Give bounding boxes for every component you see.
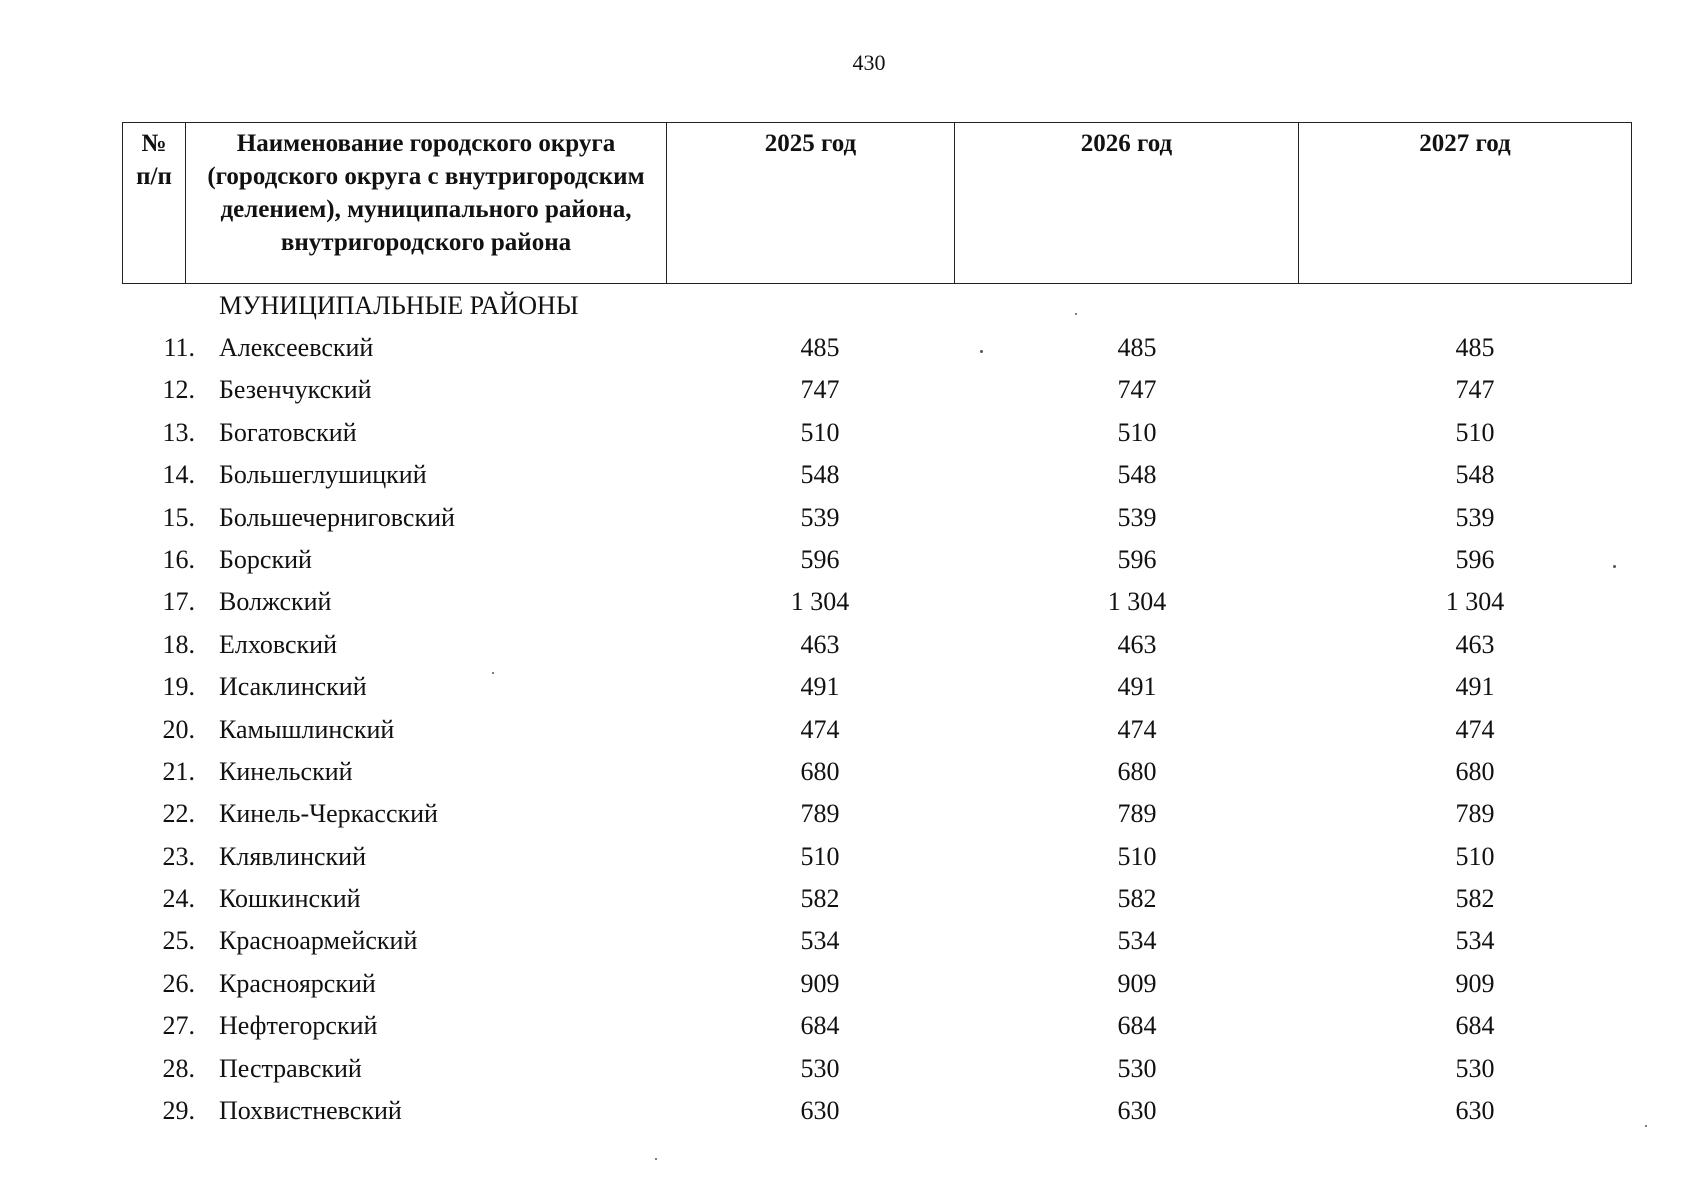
value-2025: 909	[800, 968, 840, 998]
value-2027: 491	[1455, 672, 1495, 702]
district-name: Нефтегорский	[219, 1011, 378, 1041]
header-2027: 2027 год	[1299, 123, 1632, 284]
value-2025: 684	[800, 1011, 840, 1041]
row-number: 11.	[163, 333, 195, 362]
district-name: Красноармейский	[219, 926, 418, 956]
value-2026: 630	[1117, 1096, 1157, 1126]
value-2025: 747	[800, 375, 840, 405]
value-2026: 510	[1117, 841, 1157, 871]
value-2025: 582	[800, 884, 840, 914]
table-row	[122, 497, 1634, 539]
value-2026: 909	[1117, 968, 1157, 998]
value-2025: 530	[800, 1053, 840, 1083]
table-row	[122, 412, 1634, 454]
district-name: Пестравский	[219, 1053, 362, 1083]
value-2026: 510	[1117, 417, 1157, 447]
value-2027: 530	[1455, 1053, 1495, 1083]
row-number: 22.	[162, 799, 195, 829]
value-2025: 474	[800, 714, 840, 744]
value-2027: 463	[1455, 629, 1495, 659]
table-row	[122, 1090, 1634, 1132]
row-number: 16.	[162, 544, 195, 574]
table-row	[122, 666, 1634, 708]
district-name: Клявлинский	[219, 841, 367, 871]
value-2025: 510	[800, 417, 840, 447]
value-2026: 548	[1117, 460, 1157, 490]
value-2026: 1 304	[1107, 587, 1167, 617]
table-body	[122, 327, 1634, 1132]
value-2026: 680	[1117, 756, 1157, 786]
value-2025: 630	[800, 1096, 840, 1126]
value-2027: 582	[1455, 884, 1495, 914]
table-row	[122, 836, 1634, 878]
header-name: Наименование городского округа (городского округа с внутригородским делением), муниципального района, внутригородского района	[186, 123, 667, 284]
table-row	[122, 369, 1634, 411]
header-2025: 2025 год	[667, 123, 955, 284]
value-2025: 534	[800, 926, 840, 956]
value-2026: 474	[1117, 714, 1157, 744]
value-2026: 747	[1117, 375, 1157, 405]
value-2026: 582	[1117, 884, 1157, 914]
row-number: 25.	[162, 926, 195, 956]
district-name: Красноярский	[219, 968, 376, 998]
district-name: Алексеевский	[219, 333, 374, 362]
value-2027: 474	[1455, 714, 1495, 744]
value-2026: 789	[1117, 799, 1157, 829]
row-number: 28.	[162, 1053, 195, 1083]
table-row	[122, 963, 1634, 1005]
district-name: Кинель-Черкасский	[219, 799, 438, 829]
row-number: 20.	[162, 714, 195, 744]
row-number: 18.	[162, 629, 195, 659]
value-2027: 909	[1455, 968, 1495, 998]
page-number: 430	[852, 50, 886, 75]
value-2026: 684	[1117, 1011, 1157, 1041]
row-number: 29.	[162, 1096, 195, 1126]
row-number: 13.	[162, 417, 195, 447]
value-2027: 1 304	[1445, 587, 1505, 617]
value-2025: 596	[800, 544, 840, 574]
table-row	[122, 327, 1634, 369]
value-2026: 539	[1117, 502, 1157, 532]
table-header-row	[123, 123, 1632, 284]
table-row	[122, 1048, 1634, 1090]
value-2027: 548	[1455, 460, 1495, 490]
table-row	[122, 624, 1634, 666]
table-row	[122, 793, 1634, 835]
value-2027: 680	[1455, 756, 1495, 786]
row-number: 24.	[162, 884, 195, 914]
value-2027: 596	[1455, 544, 1495, 574]
value-2026: 596	[1117, 544, 1157, 574]
district-name: Безенчукский	[219, 375, 372, 405]
table-row	[122, 581, 1634, 623]
district-name: Борский	[219, 544, 312, 574]
value-2026: 485	[1117, 333, 1157, 362]
table-row	[122, 454, 1634, 496]
header-2026: 2026 год	[955, 123, 1299, 284]
value-2025: 1 304	[790, 587, 850, 617]
district-name: Кошкинский	[219, 884, 361, 914]
value-2026: 534	[1117, 926, 1157, 956]
row-number: 23.	[162, 841, 195, 871]
row-number: 12.	[162, 375, 195, 405]
table-row	[122, 751, 1634, 793]
value-2025: 789	[800, 799, 840, 829]
value-2027: 510	[1455, 417, 1495, 447]
value-2026: 463	[1117, 629, 1157, 659]
header-num: № п/п	[123, 123, 186, 284]
value-2027: 684	[1455, 1011, 1495, 1041]
value-2025: 539	[800, 502, 840, 532]
table-row	[122, 709, 1634, 751]
district-name: Большечерниговский	[219, 502, 455, 532]
section-title: МУНИЦИПАЛЬНЫЕ РАЙОНЫ	[219, 291, 579, 320]
value-2027: 539	[1455, 502, 1495, 532]
value-2026: 530	[1117, 1053, 1157, 1083]
value-2025: 463	[800, 629, 840, 659]
table-row	[122, 1005, 1634, 1047]
row-number: 14.	[162, 460, 195, 490]
district-name: Богатовский	[219, 417, 357, 447]
district-name: Похвистневский	[219, 1096, 402, 1126]
district-name: Елховский	[219, 629, 337, 659]
table-header	[122, 122, 1632, 284]
district-name: Волжский	[219, 587, 332, 617]
value-2026: 491	[1117, 672, 1157, 702]
district-name: Исаклинский	[219, 672, 367, 702]
row-number: 17.	[162, 587, 195, 617]
value-2027: 534	[1455, 926, 1495, 956]
value-2025: 548	[800, 460, 840, 490]
row-number: 21.	[162, 756, 195, 786]
value-2025: 680	[800, 756, 840, 786]
value-2025: 510	[800, 841, 840, 871]
table-row	[122, 920, 1634, 962]
row-number: 19.	[162, 672, 195, 702]
district-name: Камышлинский	[219, 714, 395, 744]
value-2027: 789	[1455, 799, 1495, 829]
value-2025: 491	[800, 672, 840, 702]
row-number: 15.	[162, 502, 195, 532]
table-row	[122, 878, 1634, 920]
value-2027: 747	[1455, 375, 1495, 405]
value-2025: 485	[800, 333, 840, 362]
row-number: 26.	[162, 968, 195, 998]
value-2027: 510	[1455, 841, 1495, 871]
value-2027: 630	[1455, 1096, 1495, 1126]
value-2027: 485	[1455, 333, 1495, 362]
district-name: Большеглушицкий	[219, 460, 427, 490]
row-number: 27.	[162, 1011, 195, 1041]
district-name: Кинельский	[219, 756, 353, 786]
table-row	[122, 539, 1634, 581]
